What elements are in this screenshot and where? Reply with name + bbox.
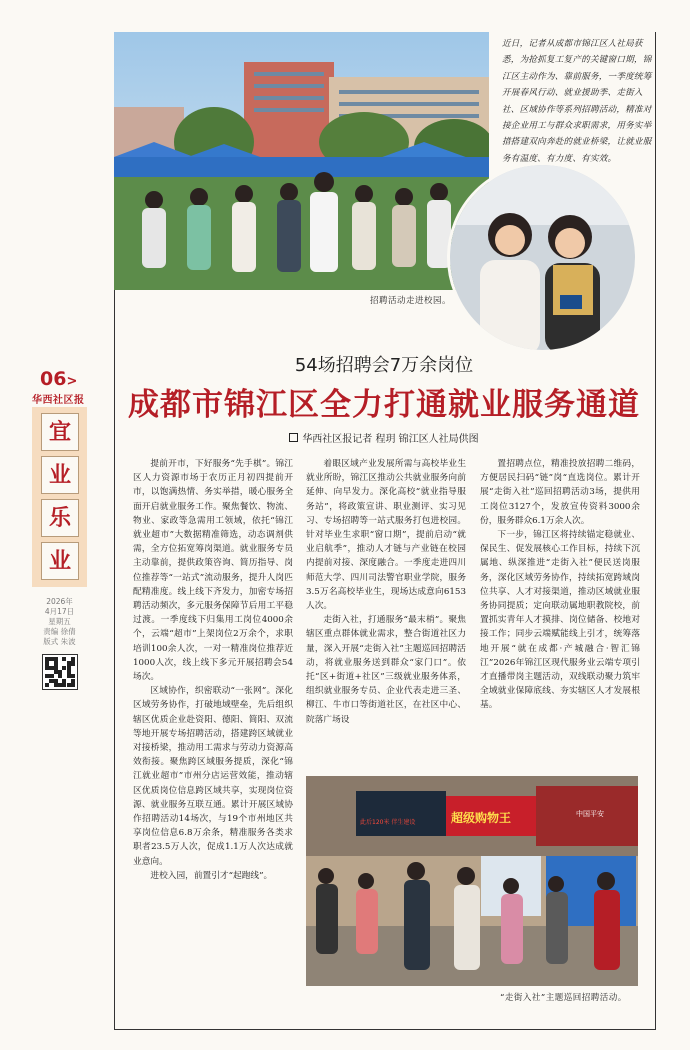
subheadline: 54场招聘会7万余岗位 [294, 355, 474, 376]
sign-left: 此后120米 伴生建设 [360, 819, 416, 826]
paragraph: 走街入社，打通服务“最末梢”。聚焦辖区重点群体就业需求，整合街道社区力量，深入开展“走街入社”主题巡回招聘活动，将就业服务送到群众“家门口”。依托“区+街道+社区”三级就业服务体系，组织就业服务专员、企业代表走进三圣、柳江、牛市口等街道社区，在社区中心、院落广场设 [306, 615, 466, 725]
article-column-2 [306, 457, 466, 727]
paragraph: 提前开市，下好服务“先手棋”。锦江区人力资源市场于农历正月初四提前开市，以饱满热情、务实举措，暖心服务全面开启就业服务工作。聚焦餐饮、物流、物业、家政等急需用工领域，依托“锦江就业超市”大数据精准筛选，动态调剂供需，全方位拓宽筹岗渠道。就业服务专员主动靠前，提供政策咨询、简历指导、岗位推荐等“一站式”流动服务，提升人岗匹配精准度。线上线下齐发力，加密专场招聘活动频次，多元服务保障节后用工平稳过渡。一季度线下归集用工岗位4000余个，云端“超市”上架岗位2万余个，求职培训100余人次，一对一精准岗位推荐近1000人次，线上线下多元开展招聘会54场次。 [133, 459, 293, 683]
issue-layout: 版式 朱波 [43, 637, 76, 646]
sign-mid: 超级购物王 [451, 811, 512, 825]
qr-module [71, 683, 75, 687]
sign-right: 中国平安 [576, 810, 604, 818]
article-column-3 [480, 457, 640, 713]
paragraph: 下一步，锦江区将持续锚定稳就业、保民生、促发展核心工作目标，持续下沉属地、纵深推进“走街入社”便民送岗服务，深化区域劳务协作，持续拓宽跨域岗位共享、人才对接渠道，推动区域就业服务协同提质；定向联动属地职教院校，前置抓实青年人才摸排、岗位储备、校地对接工作；同步云端赋能线上引才，统筹落地开展“就在成都·产城融合·智汇锦江”2026年锦江区现代服务业云端专项引才直播带岗主题活动，双线联动聚力筑牢全域就业保障底线、夯实辖区人才发展根基。 [480, 530, 640, 711]
column-name [32, 407, 87, 587]
issue-editor: 责编 徐倩 [43, 627, 76, 636]
paper-name: 华西社区报 [32, 395, 85, 406]
photo-bottom-caption: “走街入社”主题巡回招聘活动。 [500, 993, 627, 1003]
campus-recruitment-photo [114, 32, 489, 290]
article-column-1 [133, 457, 293, 883]
qr-code[interactable] [42, 654, 78, 690]
photo-top-caption: 招聘活动走进校园。 [370, 296, 452, 306]
column-char: 业 [41, 456, 79, 494]
paragraph: 置招聘点位，精准投放招聘二维码，方便居民扫码“链”岗“直选岗位。累计开展“走街入社”巡回招聘活动3场，提供用工岗位3127个，发放宣传资料3000余份，服务群众6.1万余人次。 [480, 459, 640, 526]
issue-year: 2026年 [46, 597, 73, 606]
column-char: 业 [41, 542, 79, 580]
qr-module [45, 683, 49, 687]
column-char: 乐 [41, 499, 79, 537]
paragraph: 着眼区域产业发展所需与高校毕业生就业所盼，锦江区推动公共就业服务向前延伸、向早发力。深化高校“就业指导服务站”，将政策宣讲、职业测评、实习见习、专场招聘等一站式服务打包进校园。针对毕业生求职“窗口期”，提前启动“就业启航季”，推动人才链与产业链在校园内提前对接、深度融合。一季度走进四川师范大学、四川司法警官职业学院，服务3.5万名高校毕业生，现场达成意向6153人次。 [306, 459, 466, 612]
column-char: 宜 [41, 413, 79, 451]
issue-weekday: 星期五 [48, 617, 71, 626]
headline: 成都市锦江区全力打通就业服务通道 [128, 387, 640, 423]
street-recruitment-photo [306, 776, 638, 986]
paragraph: 区域协作，织密联动“一张网”。深化区域劳务协作，打破地域壁垒，先后组织辖区优质企业赴资阳、德阳、简阳、双流等地开展专场招聘活动，搭建跨区域就业对接桥梁，推动用工需求与劳动力资源高效衔接。聚焦跨区域服务提质，深化“锦江就业超市”市州分店运营效能，推动辖区优质岗位信息跨区域共享，实现岗位资源、就业服务互联互通。累计开展区域协作招聘活动14场次，与19个市州地区共享岗位信息6.8万余条，精准服务各类求职者23.5万人次，促成1.1万人次达成就业意向。 [133, 686, 293, 867]
intro-text: 近日，记者从成都市锦江区人社局获悉，为抢抓复工复产的关键窗口期，锦江区主动作为、靠前服务，一季度统筹开展春风行动、就业援助季、走街入社、区域协作等系列招聘活动，精准对接企业用工与群众求职需求，用务实举措搭建双向奔赴的就业桥梁，让就业服务有温度、有力度、有实效。 [502, 39, 652, 164]
byline: 华西社区报记者 程玥 锦江区人社局供图 [114, 430, 654, 445]
issue-date: 4月17日 [44, 607, 75, 616]
page-number: 06> [40, 368, 78, 390]
issue-info [32, 597, 87, 647]
campus-interview-photo [447, 162, 638, 353]
paragraph: 进校入园，前置引才“起跑线”。 [150, 870, 273, 881]
qr-module [71, 661, 75, 665]
